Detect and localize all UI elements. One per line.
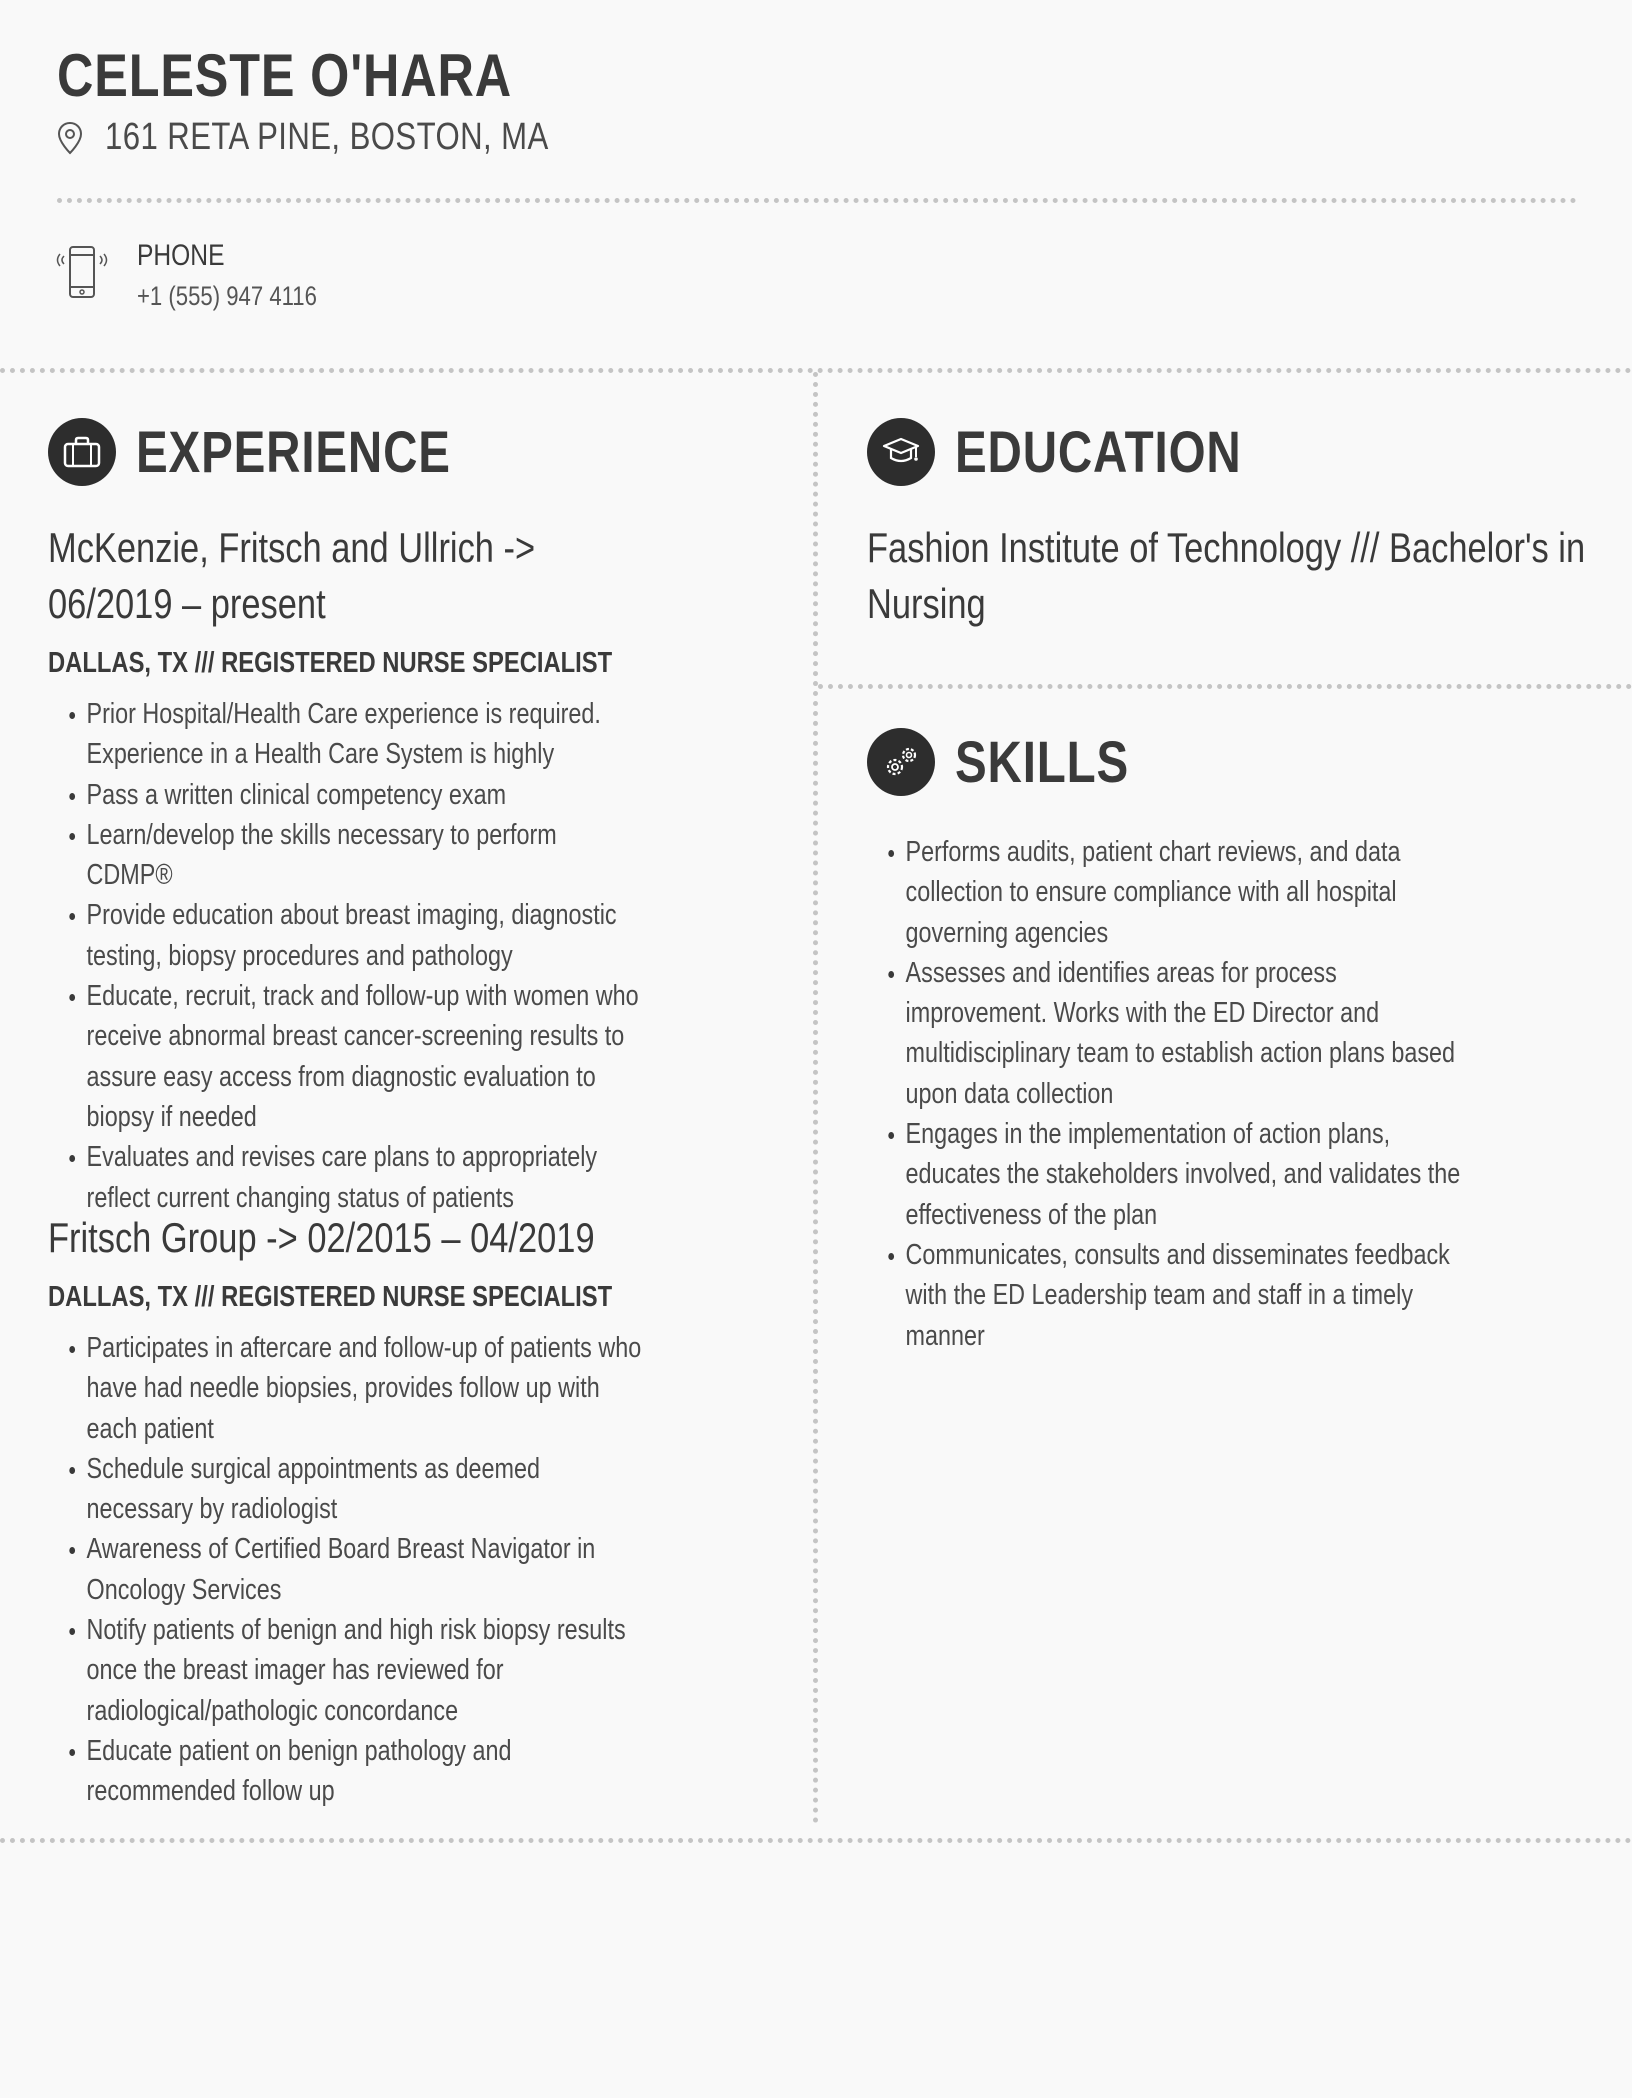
list-item: • Pass a written clinical competency exam bbox=[87, 775, 645, 815]
column-divider bbox=[813, 372, 818, 1824]
list-item: • Schedule surgical appointments as deemed necessary by radiologist bbox=[87, 1449, 645, 1530]
graduation-cap-icon bbox=[867, 418, 935, 486]
education-heading bbox=[867, 418, 1304, 486]
experience-title: EXPERIENCE bbox=[136, 419, 451, 485]
skills-title: SKILLS bbox=[955, 729, 1130, 795]
list-item: • Participates in aftercare and follow-up of patients who have had needle biopsies, provides follow up with each patient bbox=[87, 1328, 645, 1449]
skills-bullets bbox=[867, 832, 1463, 1356]
list-item: • Educate, recruit, track and follow-up with women who receive abnormal breast cancer-screening results to assure easy access from diagnostic evaluation to biopsy if needed bbox=[87, 976, 645, 1137]
list-item: • Engages in the implementation of action plans, educates the stakeholders involved, and validates the effectiveness of the plan bbox=[906, 1114, 1464, 1235]
list-item: • Assesses and identifies areas for process improvement. Works with the ED Director and multidisciplinary team to establish action plans based upon data collection bbox=[906, 953, 1464, 1114]
job-2-heading: Fritsch Group -> 02/2015 – 04/2019 bbox=[48, 1214, 595, 1261]
list-item: • Notify patients of benign and high risk biopsy results once the breast imager has reviewed for radiological/pathologic concordance bbox=[87, 1610, 645, 1731]
phone-icon bbox=[55, 244, 109, 302]
briefcase-icon bbox=[48, 418, 116, 486]
list-item: • Prior Hospital/Health Care experience is required. Experience in a Health Care System is highly bbox=[87, 694, 645, 775]
phone-label: PHONE bbox=[137, 239, 225, 272]
list-item: • Communicates, consults and disseminates feedback with the ED Leadership team and staff in a timely manner bbox=[906, 1235, 1464, 1356]
job-2-bullets bbox=[48, 1328, 644, 1812]
address-text: 161 RETA PINE, BOSTON, MA bbox=[105, 116, 549, 158]
resume-header bbox=[57, 38, 1577, 114]
address-row bbox=[57, 116, 646, 159]
list-item: • Awareness of Certified Board Breast Navigator in Oncology Services bbox=[87, 1529, 645, 1610]
list-item: • Evaluates and revises care plans to appropriately reflect current changing status of patients bbox=[87, 1137, 645, 1218]
header-divider bbox=[57, 198, 1577, 203]
list-item: • Educate patient on benign pathology and recommended follow up bbox=[87, 1731, 645, 1812]
list-item: • Performs audits, patient chart reviews, and data collection to ensure compliance with all hospital governing agencies bbox=[906, 832, 1464, 953]
list-item: • Learn/develop the skills necessary to perform CDMP® bbox=[87, 815, 645, 896]
education-divider bbox=[818, 684, 1632, 689]
education-title: EDUCATION bbox=[955, 419, 1242, 485]
footer-divider bbox=[0, 1838, 1632, 1843]
phone-block bbox=[55, 236, 356, 316]
education-entry: Fashion Institute of Technology /// Bachelor's in Nursing bbox=[867, 524, 1586, 627]
list-item: • Provide education about breast imaging, diagnostic testing, biopsy procedures and pathology bbox=[87, 895, 645, 976]
gears-icon bbox=[867, 728, 935, 796]
job-1-bullets bbox=[48, 694, 644, 1218]
phone-value: +1 (555) 947 4116 bbox=[137, 281, 317, 311]
skills-heading bbox=[867, 728, 1167, 796]
job-2-subheading: DALLAS, TX /// REGISTERED NURSE SPECIALIST bbox=[48, 1281, 613, 1313]
experience-heading bbox=[48, 418, 520, 486]
location-pin-icon bbox=[57, 121, 83, 155]
job-1-subheading: DALLAS, TX /// REGISTERED NURSE SPECIALIST bbox=[48, 647, 613, 679]
candidate-name: CELESTE O'HARA bbox=[57, 42, 512, 109]
job-1-heading: McKenzie, Fritsch and Ullrich -> 06/2019 – present bbox=[48, 524, 536, 627]
